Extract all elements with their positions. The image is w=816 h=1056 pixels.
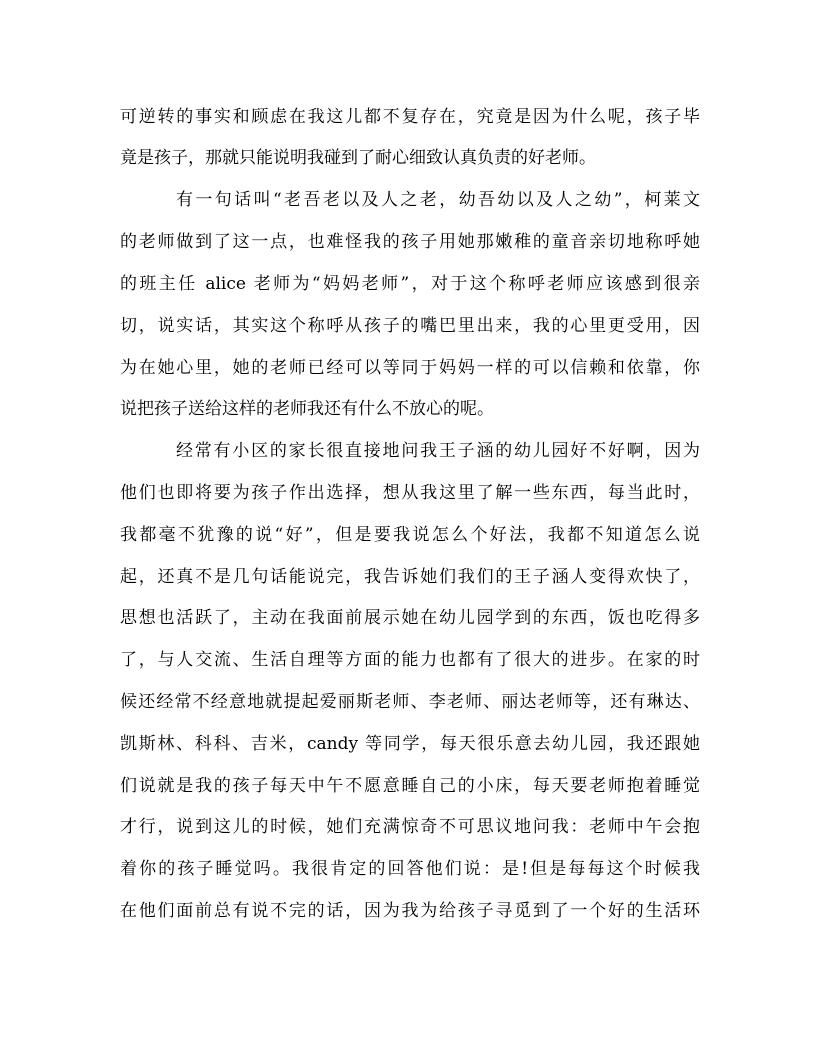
text-line: 竟是孩子，那就只能说明我碰到了耐心细致认真负责的好老师。 [120, 148, 596, 168]
text-line: 的班主任 alice 老师为“妈妈老师”，对于这个称呼老师应该感到很亲 [120, 274, 700, 294]
text-line: 可逆转的事实和顾虑在我这儿都不复存在，究竟是因为什么呢，孩子毕 [120, 107, 700, 127]
text-line: 候还经常不经意地就提起爱丽斯老师、李老师、丽达老师等，还有琳达、 [120, 692, 700, 712]
text-line: 说把孩子送给这样的老师我还有什么不放心的呢。 [120, 399, 494, 419]
text-line: 有一句话叫“老吾老以及人之老，幼吾幼以及人之幼”，柯莱文 [176, 190, 700, 210]
text-line: 着你的孩子睡觉吗。我很肯定的回答他们说：是!但是每每这个时候我 [120, 859, 700, 879]
text-line: 在他们面前总有说不完的话，因为我为给孩子寻觅到了一个好的生活环 [120, 901, 700, 921]
text-line: 为在她心里，她的老师已经可以等同于妈妈一样的可以信赖和依靠，你 [120, 358, 700, 378]
text-line: 们说就是我的孩子每天中午不愿意睡自己的小床，每天要老师抱着睡觉 [120, 776, 700, 796]
text-line: 的老师做到了这一点，也难怪我的孩子用她那嫩稚的童音亲切地称呼她 [120, 232, 700, 252]
text-line: 他们也即将要为孩子作出选择，想从我这里了解一些东西，每当此时， [120, 483, 700, 503]
text-line: 凯斯林、科科、吉米，candy 等同学，每天很乐意去幼儿园，我还跟她 [120, 734, 700, 754]
text-line: 才行，说到这儿的时候，她们充满惊奇不可思议地问我：老师中午会抱 [120, 817, 700, 837]
text-line: 起，还真不是几句话能说完，我告诉她们我们的王子涵人变得欢快了， [120, 567, 700, 587]
text-line: 了，与人交流、生活自理等方面的能力也都有了很大的进步。在家的时 [120, 650, 700, 670]
text-line: 思想也活跃了，主动在我面前展示她在幼儿园学到的东西，饭也吃得多 [120, 608, 700, 628]
text-line: 经常有小区的家长很直接地问我王子涵的幼儿园好不好啊，因为 [176, 441, 700, 461]
text-line: 我都毫不犹豫的说“好”，但是要我说怎么个好法，我都不知道怎么说 [120, 525, 700, 545]
text-line: 切，说实话，其实这个称呼从孩子的嘴巴里出来，我的心里更受用，因 [120, 316, 700, 336]
